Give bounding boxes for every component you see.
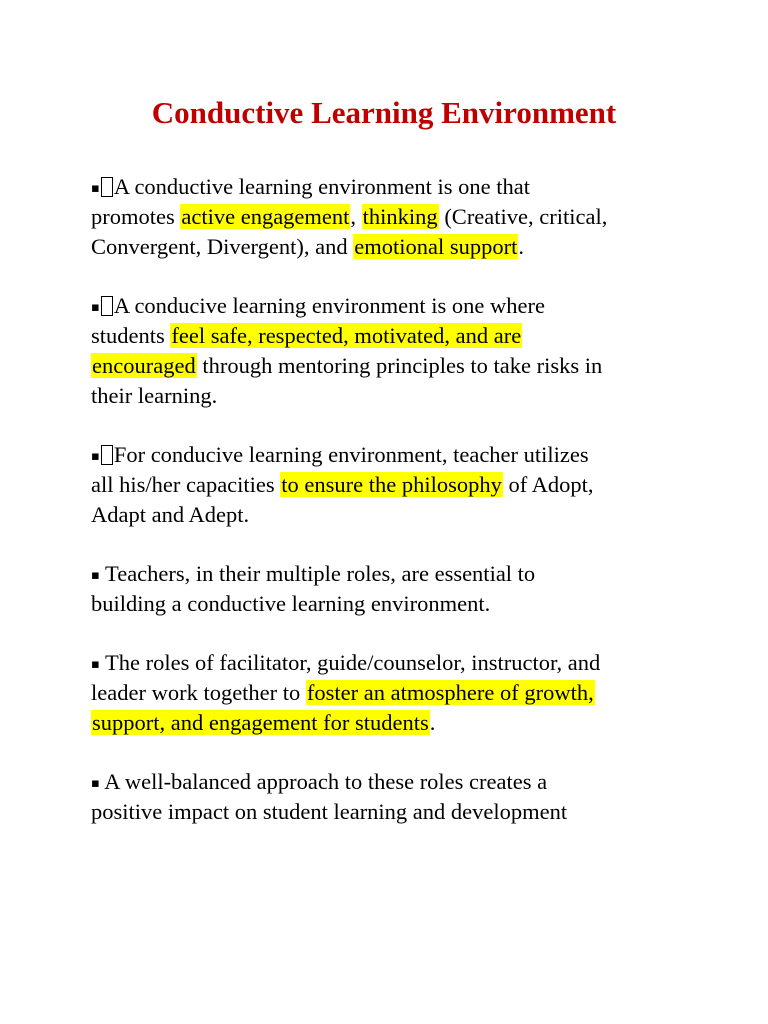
text-segment: Convergent, Divergent), and [91,234,354,259]
text-segment: , [350,204,362,229]
paragraph-line [91,172,691,202]
square-bullet-icon: ▪ [91,657,100,672]
paragraph-line [91,202,691,232]
page-title: Conductive Learning Environment [151,95,617,130]
square-bullet-icon: ▪ [91,568,100,583]
paragraph-line [91,381,691,411]
bullet-paragraph [91,440,691,530]
highlighted-text: encouraged [92,353,196,378]
bullet-paragraph [91,559,691,619]
paragraph-line [91,648,691,678]
highlighted-text: foster an atmosphere of growth, [306,680,594,705]
paragraph-line [91,440,691,470]
highlighted-text: to ensure the philosophy [281,472,502,497]
paragraph-line [91,767,691,797]
bullet-paragraph [91,648,691,738]
bullet-paragraph [91,767,691,827]
text-segment: building a conductive learning environment. [91,591,491,616]
text-segment: The roles of facilitator, guide/counselor, instructor, and [99,650,601,675]
text-segment: their learning. [91,383,218,408]
paragraph-line [91,232,691,262]
highlighted-text: support, and engagement for students [92,710,429,735]
text-segment: Adapt and Adept. [91,502,250,527]
bullet-list [91,172,691,856]
text-segment: Teachers, in their multiple roles, are essential to [99,561,536,586]
text-segment: . [518,234,524,259]
text-segment: promotes [91,204,181,229]
text-segment: . [429,710,436,735]
missing-glyph-icon [101,445,113,465]
text-segment: of Adopt, [502,472,594,497]
square-bullet-icon: ▪ [91,449,100,464]
bullet-paragraph [91,172,691,262]
square-bullet-icon: ▪ [91,300,100,315]
paragraph-line [91,589,691,619]
missing-glyph-icon [101,177,113,197]
paragraph-line [91,291,691,321]
paragraph-line [91,470,691,500]
paragraph-line [91,500,691,530]
paragraph-line [91,351,691,381]
square-bullet-icon: ▪ [91,181,100,196]
paragraph-line [91,559,691,589]
highlighted-text: feel safe, respected, motivated, and are [171,323,522,348]
text-segment: all his/her capacities [91,472,281,497]
square-bullet-icon: ▪ [91,776,100,791]
bullet-paragraph [91,291,691,411]
paragraph-line [91,797,691,827]
paragraph-line [91,678,691,708]
highlighted-text: emotional support [354,234,518,259]
text-segment: leader work together to [91,680,306,705]
text-segment: (Creative, critical, [438,204,608,229]
text-segment: positive impact on student learning and development [91,799,568,824]
highlighted-text: thinking [362,204,438,229]
text-segment: A conducive learning environment is one where [113,293,545,318]
text-segment: A conductive learning environment is one that [113,174,530,199]
paragraph-line [91,321,691,351]
paragraph-line [91,708,691,738]
text-segment: students [91,323,171,348]
highlighted-text: active engagement [181,204,350,229]
missing-glyph-icon [101,296,113,316]
text-segment: A well-balanced approach to these roles creates a [99,769,548,794]
text-segment: For conducive learning environment, teacher utilizes [113,442,589,467]
text-segment: through mentoring principles to take risks in [196,353,603,378]
